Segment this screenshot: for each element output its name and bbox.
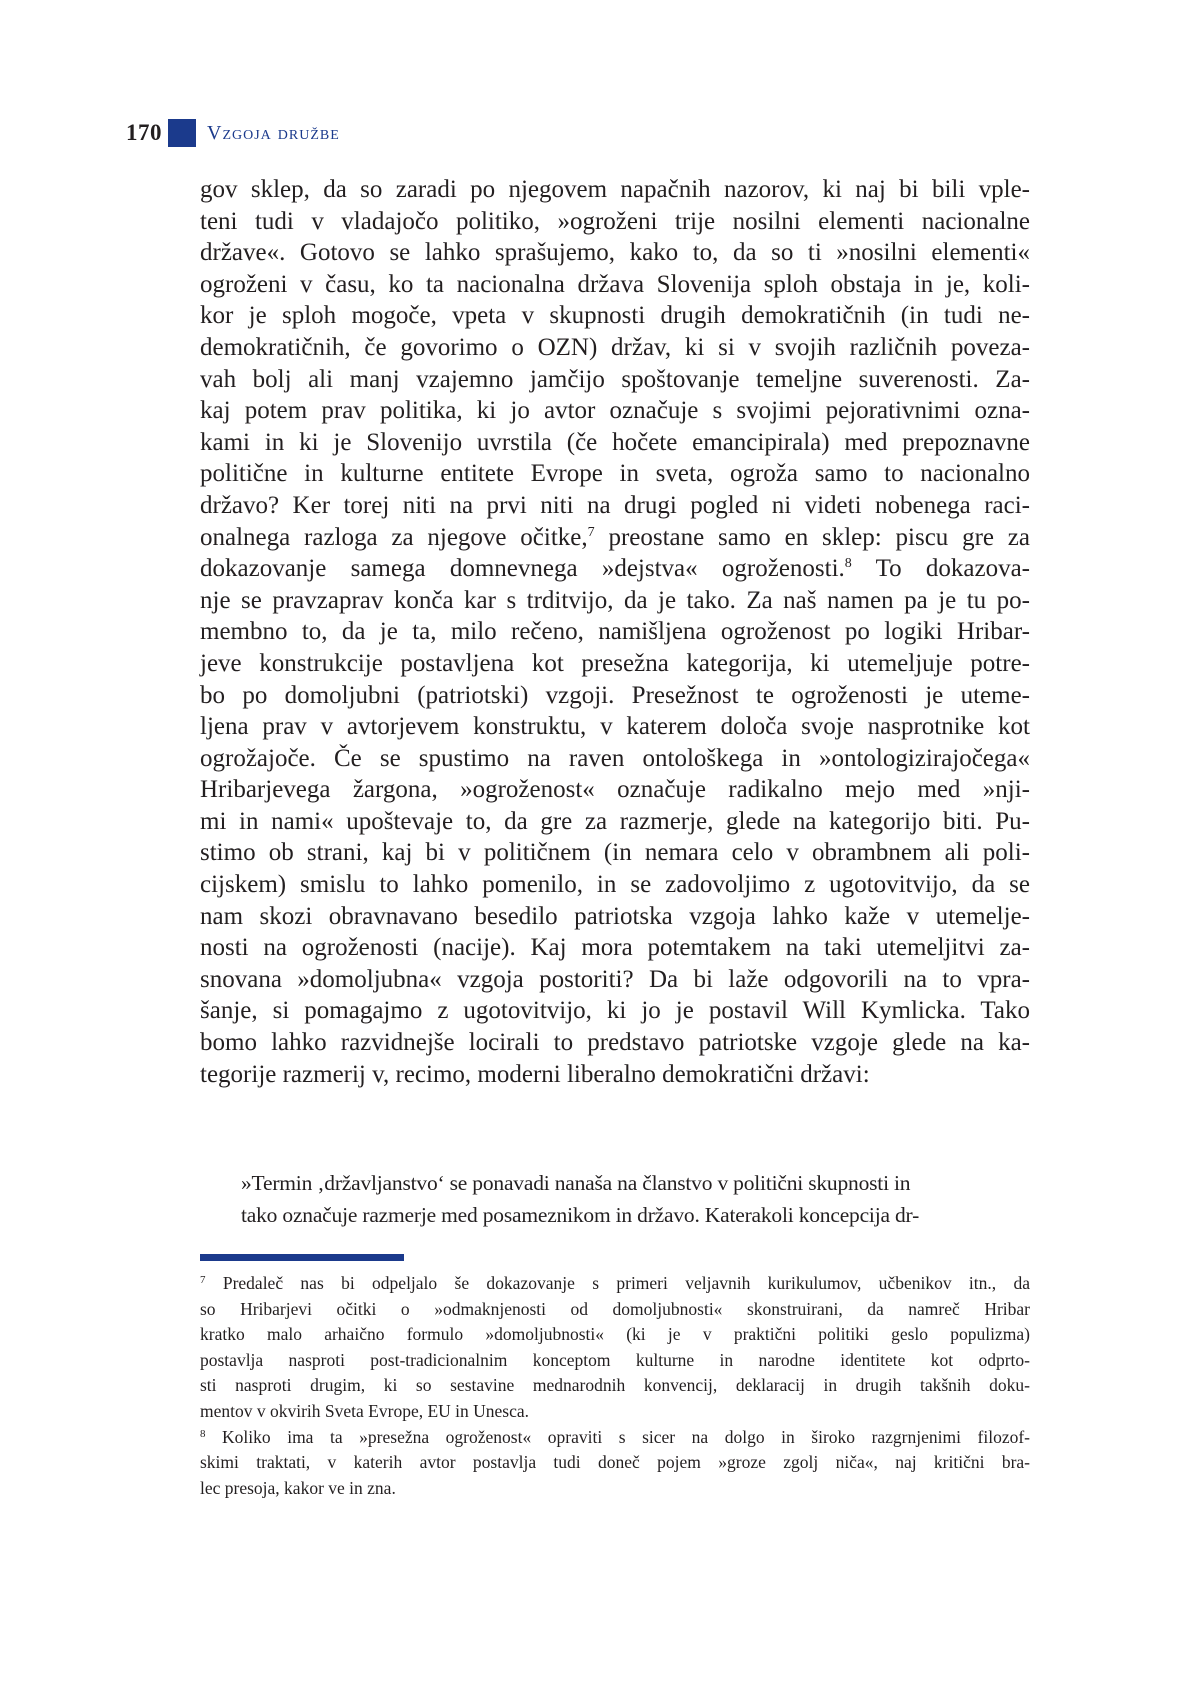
body-line: demokratičnih, če govorimo o OZN) držav, ki si v svojih različnih poveza- bbox=[200, 333, 1030, 361]
body-line: mi in nami« upoštevaje to, da gre za razmerje, glede na kategorijo biti. Pu- bbox=[200, 807, 1030, 835]
body-line: politične in kulturne entitete Evrope in sveta, ogroža samo to nacionalno bbox=[200, 460, 1030, 488]
block-quote bbox=[241, 1167, 1018, 1231]
footnote-7-text: Predaleč nas bi odpeljalo še dokazovanje s primeri veljavnih kurikulumov, učbenikov itn., da bbox=[222, 1273, 1030, 1293]
footnote-8-line bbox=[200, 1425, 1030, 1451]
footnote-7-line bbox=[200, 1271, 1030, 1297]
body-line: ogroženi v času, ko ta nacionalna država Slovenija sploh obstaja in je, koli- bbox=[200, 270, 1030, 298]
footnote-8-mark: 8 bbox=[200, 1427, 206, 1440]
body-line: vah bolj ali manj vzajemno jamčijo spoštovanje temeljne suverenosti. Za- bbox=[200, 365, 1030, 393]
quote-line: »Termin ‚državljanstvo‘ se ponavadi nanaša na članstvo v politični skupnosti in bbox=[241, 1171, 911, 1195]
body-line bbox=[200, 522, 1030, 554]
footnote-7-line: postavlja nasproti post-tradicionalnim konceptom kulturne in narodne identitete kot odprto- bbox=[200, 1349, 1030, 1370]
footnote-8-line: skimi traktati, v katerih avtor postavlja tudi doneč pojem »groze zgolj niča«, naj kritični bra- bbox=[200, 1452, 1030, 1473]
footnote-7-line: sti nasproti drugim, ki so sestavine mednarodnih konvencij, deklaracij in drugih takšnih doku- bbox=[200, 1375, 1030, 1396]
header-square-ornament bbox=[168, 119, 196, 147]
body-line: nje se pravzaprav konča kar s trditvijo, da je tako. Za naš namen pa je tu po- bbox=[200, 586, 1030, 614]
body-line: tegorije razmerij v, recimo, moderni liberalno demokratični državi: bbox=[200, 1060, 870, 1088]
quote-line: tako označuje razmerje med posameznikom in državo. Katerakoli koncepcija dr- bbox=[241, 1203, 920, 1227]
body-line bbox=[200, 553, 1030, 585]
body-text bbox=[200, 174, 1030, 1090]
body-line: ogrožajoče. Če se spustimo na raven ontološkega in »ontologizirajočega« bbox=[200, 744, 1030, 772]
body-text-fragment: dokazovanje samega domnevnega »dejstva« ogroženosti. bbox=[200, 555, 845, 583]
body-line: šanje, si pomagajmo z ugotovitvijo, ki jo je postavil Will Kymlicka. Tako bbox=[200, 997, 1030, 1025]
body-line: bo po domoljubni (patriotski) vzgoji. Presežnost te ogroženosti je uteme- bbox=[200, 681, 1030, 709]
body-line: nosti na ogroženosti (nacije). Kaj mora potemtakem na taki utemeljitvi za- bbox=[200, 934, 1030, 962]
body-line: gov sklep, da so zaradi po njegovem napačnih nazorov, ki naj bi bili vple- bbox=[200, 176, 1030, 203]
body-text-fragment: preostane samo en sklep: piscu gre za bbox=[594, 523, 1030, 551]
body-line: bomo lahko razvidnejše locirali to predstavo patriotske vzgoje glede na ka- bbox=[200, 1029, 1030, 1057]
body-line: kor je sploh mogoče, vpeta v skupnosti drugih demokratičnih (in tudi ne- bbox=[200, 302, 1030, 330]
body-line: kami in ki je Slovenijo uvrstila (če hočete emancipirala) med prepoznavne bbox=[200, 428, 1030, 456]
body-line: države«. Gotovo se lahko sprašujemo, kako to, da so ti »nosilni elementi« bbox=[200, 239, 1030, 267]
running-title: Vzgoja družbe bbox=[207, 122, 340, 144]
body-line: državo? Ker torej niti na prvi niti na drugi pogled ni videti nobenega raci- bbox=[200, 491, 1030, 519]
body-line: stimo ob strani, kaj bi v političnem (in nemara celo v obrambnem ali poli- bbox=[200, 839, 1030, 867]
footnote-ref-8[interactable]: 8 bbox=[844, 556, 852, 572]
body-line: ljena prav v avtorjevem konstruktu, v katerem določa svoje nasprotnike kot bbox=[200, 713, 1030, 741]
running-header bbox=[126, 117, 340, 149]
body-line: Hribarjevega žargona, »ogroženost« označuje radikalno mejo med »nji- bbox=[200, 776, 1030, 804]
footnotes bbox=[200, 1271, 1030, 1501]
footnote-7-line: kratko malo arhaično formulo »domoljubnosti« (ki je v praktični politiki geslo populizma) bbox=[200, 1324, 1030, 1345]
body-line: cijskem) smislu to lahko pomenilo, in se zadovoljimo z ugotovitvijo, da se bbox=[200, 871, 1030, 899]
footnote-7-line: so Hribarjevi očitki o »odmaknjenosti od domoljubnosti« skonstruirani, da namreč Hribar bbox=[200, 1298, 1030, 1319]
footnote-7-mark: 7 bbox=[200, 1274, 206, 1286]
body-line: nam skozi obravnavano besedilo patriotska vzgoja lahko kaže v utemelje- bbox=[200, 902, 1030, 930]
body-line: teni tudi v vladajočo politiko, »ogroženi trije nosilni elementi nacionalne bbox=[200, 207, 1030, 235]
body-line: kaj potem prav politika, ki jo avtor označuje s svojimi pejorativnimi ozna- bbox=[200, 397, 1030, 425]
page-number: 170 bbox=[126, 120, 162, 145]
footnote-8-line: lec presoja, kakor ve in zna. bbox=[200, 1477, 396, 1498]
footnote-7-line: mentov v okvirih Sveta Evrope, EU in Unesca. bbox=[200, 1400, 530, 1421]
footnote-ref-7[interactable]: 7 bbox=[587, 524, 595, 540]
footnote-separator bbox=[200, 1254, 404, 1261]
body-text-fragment: To dokazova- bbox=[851, 555, 1031, 583]
footnote-8-text: Koliko ima ta »presežna ogroženost« opraviti s sicer na dolgo in široko razgrnjenimi filozof- bbox=[222, 1426, 1030, 1447]
body-text-fragment: onalnega razloga za njegove očitke, bbox=[200, 523, 588, 551]
body-line: membno to, da je ta, milo rečeno, namišljena ogroženost po logiki Hribar- bbox=[200, 618, 1030, 646]
body-line: jeve konstrukcije postavljena kot presežna kategorija, ki utemeljuje potre- bbox=[200, 649, 1030, 677]
body-line: snovana »domoljubna« vzgoja postoriti? Da bi laže odgovorili na to vpra- bbox=[200, 965, 1030, 993]
